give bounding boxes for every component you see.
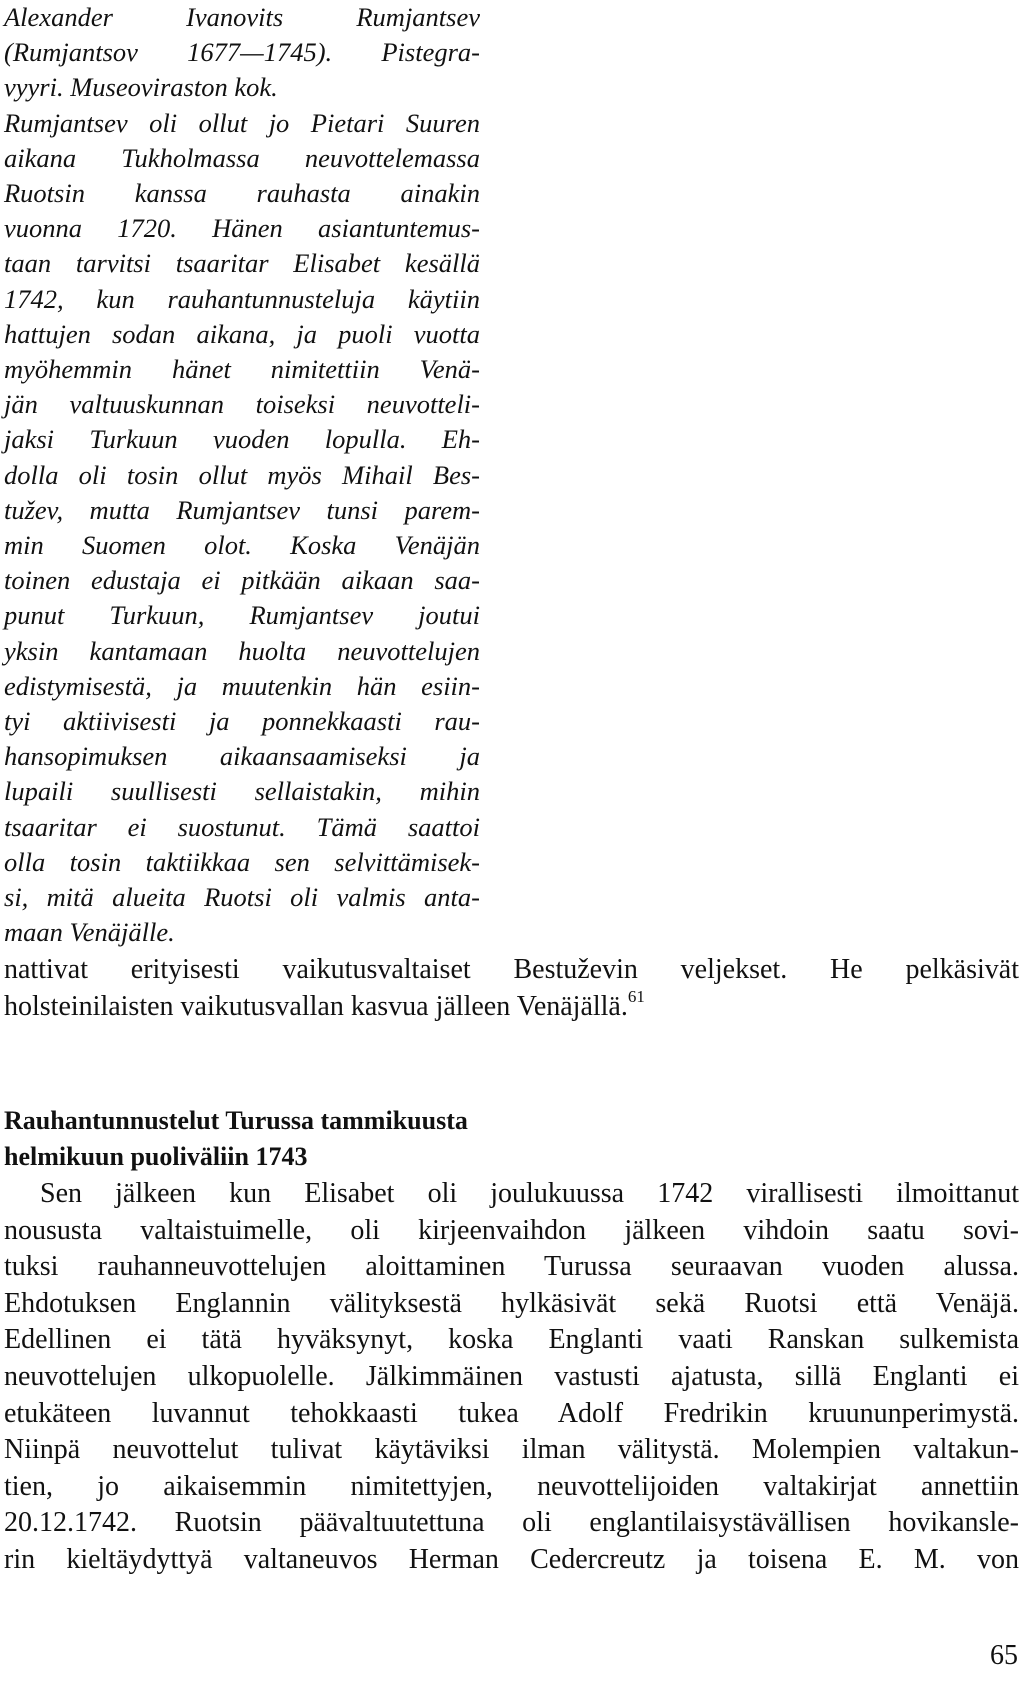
heading-line: helmikuun puoliväliin 1743 [4, 1142, 308, 1171]
paragraph-line: Sen jälkeen kun Elisabet oli joulukuussa 1742 virallisesti ilmoittanut [40, 1178, 1019, 1209]
paragraph-line: Ehdotuksen Englannin välityksestä hylkäsivät sekä Ruotsi että Venäjä. [4, 1287, 1019, 1319]
caption-line: vyyri. Museoviraston kok. [4, 72, 278, 103]
caption-line: jän valtuuskunnan toiseksi neuvotteli- [4, 389, 480, 420]
caption-line: tužev, mutta Rumjantsev tunsi parem- [4, 494, 480, 525]
caption-line: jaksi Turkuun vuoden lopulla. Eh- [4, 424, 480, 455]
caption-line: tyi aktiivisesti ja ponnekkaasti rau- [4, 706, 480, 737]
paragraph-line: nattivat erityisesti vaikutusvaltaiset Bestuževin veljekset. He pelkäsivät [4, 954, 1019, 985]
caption-line: edistymisestä, ja muutenkin hän esiin- [4, 670, 480, 701]
page-number: 65 [990, 1640, 1018, 1671]
footnote-reference[interactable]: 61 [627, 986, 645, 1006]
caption-line: myöhemmin hänet nimitettiin Venä- [4, 354, 480, 385]
body-paragraph [4, 1176, 1019, 1579]
caption-line: yksin kantamaan huolta neuvottelujen [4, 635, 480, 666]
caption-line: hattujen sodan aikana, ja puoli vuotta [4, 318, 480, 349]
paragraph-line: rin kieltäydyttyä valtaneuvos Herman Cedercreutz ja toisena E. M. von [4, 1543, 1019, 1575]
caption-line: maan Venäjälle. [4, 917, 175, 948]
paragraph-line: etukäteen luvannut tehokkaasti tukea Adolf Fredrikin kruununperimystä. [4, 1397, 1019, 1429]
continued-paragraph [4, 952, 1019, 1025]
paragraph-line: Edellinen ei tätä hyväksynyt, koska Englanti vaati Ranskan sulkemista [4, 1324, 1019, 1356]
paragraph-line: Niinpä neuvottelut tulivat käytäviksi ilman välitystä. Molempien valtakun- [4, 1434, 1019, 1466]
caption-line: min Suomen olot. Koska Venäjän [4, 530, 480, 561]
caption-line: punut Turkuun, Rumjantsev joutui [4, 600, 480, 631]
caption-line: si, mitä alueita Ruotsi oli valmis anta- [4, 882, 480, 913]
paragraph-line: neuvottelujen ulkopuolelle. Jälkimmäinen vastusti ajatusta, sillä Englanti ei [4, 1360, 1019, 1392]
caption-line: dolla oli tosin ollut myös Mihail Bes- [4, 459, 480, 490]
heading-line: Rauhantunnustelut Turussa tammikuusta [4, 1106, 468, 1135]
caption-line: Alexander Ivanovits Rumjantsev [4, 2, 480, 32]
caption-line: hansopimuksen aikaansaamiseksi ja [4, 741, 480, 772]
paragraph-line [4, 986, 1019, 1026]
caption-line: aikana Tukholmassa neuvottelemassa [4, 142, 480, 173]
section-heading [4, 1103, 704, 1175]
caption-line: Ruotsin kanssa rauhasta ainakin [4, 178, 480, 209]
image-caption [4, 0, 480, 950]
caption-line: taan tarvitsi tsaaritar Elisabet kesällä [4, 248, 480, 279]
caption-line: Rumjantsev oli ollut jo Pietari Suuren [4, 107, 480, 138]
caption-line: tsaaritar ei suostunut. Tämä saattoi [4, 811, 480, 842]
paragraph-line-text: holsteinilaisten vaikutusvallan kasvua jälleen Venäjällä. [4, 990, 628, 1022]
caption-line: (Rumjantsov 1677—1745). Pistegra- [4, 37, 480, 68]
paragraph-line: 20.12.1742. Ruotsin päävaltuutettuna oli englantilaisystävällisen hovikansle- [4, 1507, 1019, 1539]
paragraph-line: tuksi rauhanneuvottelujen aloittaminen Turussa seuraavan vuoden alussa. [4, 1251, 1019, 1283]
caption-line: vuonna 1720. Hänen asiantuntemus- [4, 213, 480, 244]
paragraph-line: noususta valtaistuimelle, oli kirjeenvaihdon jälkeen vihdoin saatu sovi- [4, 1214, 1019, 1246]
paragraph-line: tien, jo aikaisemmin nimitettyjen, neuvottelijoiden valtakirjat annettiin [4, 1470, 1019, 1502]
caption-line: lupaili suullisesti sellaistakin, mihin [4, 776, 480, 807]
caption-line: olla tosin taktiikkaa sen selvittämisek- [4, 846, 480, 877]
caption-line: 1742, kun rauhantunnusteluja käytiin [4, 283, 480, 314]
caption-line: toinen edustaja ei pitkään aikaan saa- [4, 565, 480, 596]
